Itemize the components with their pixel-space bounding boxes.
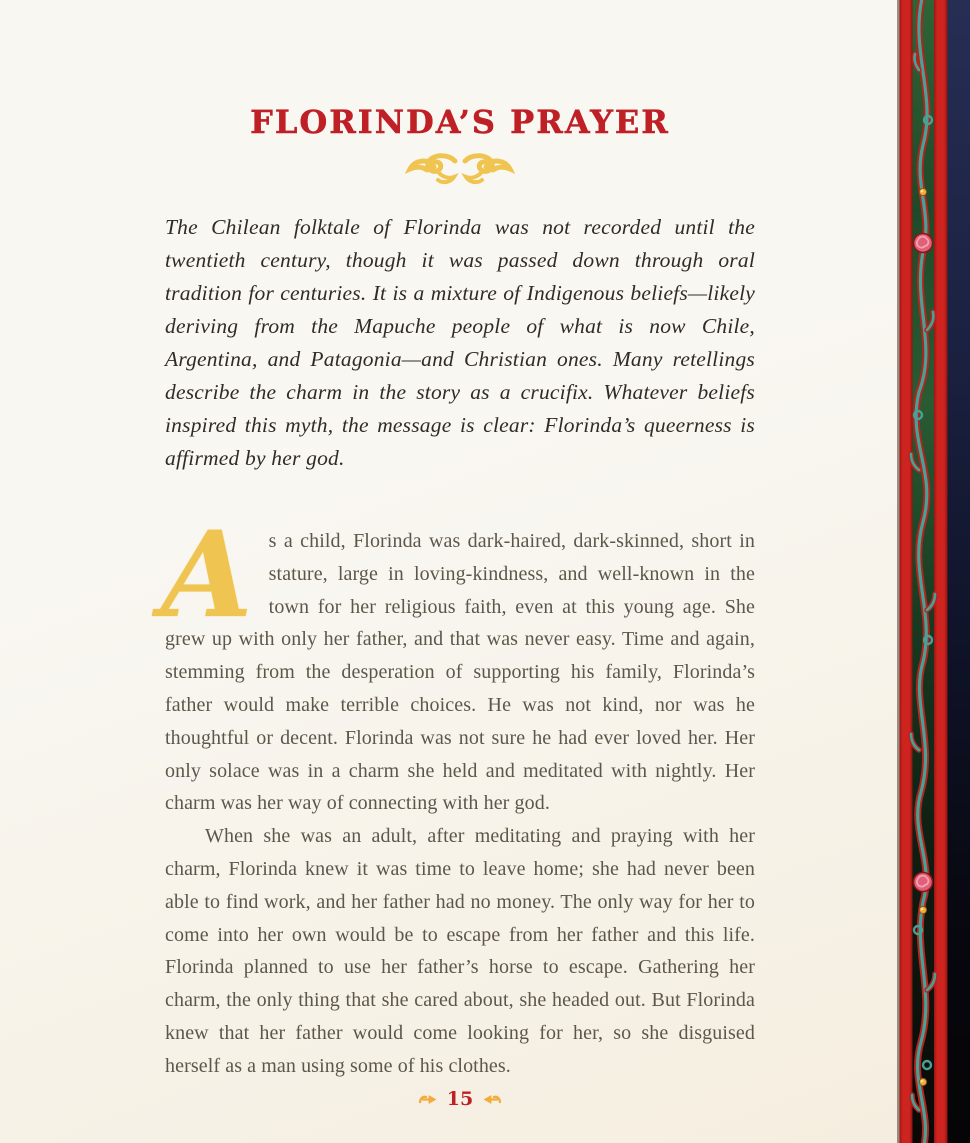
text-column bbox=[161, 0, 755, 1143]
story-body bbox=[161, 505, 755, 1083]
story-paragraph: s a child, Florinda was dark-haired, dark-skinned, short in stature, large in loving-kindness, and well-known in the town for her religious faith, even at this young age. She grew up with only her father, and that was never easy. Time and again, stemming from the desperation of supporting his family, Florinda’s father would make terrible choices. He was not kind, nor was he thoughtful or decent. Florinda was not sure he had ever loved her. Her only solace was in a charm she held and meditated with nightly. Her charm was her way of connecting with her god. bbox=[165, 530, 755, 815]
title-flourish-icon bbox=[165, 151, 755, 187]
floral-vine-border-icon bbox=[897, 0, 970, 1143]
intro-paragraph: The Chilean folktale of Florinda was not recorded until the twentieth century, though it was passed down through oral tradition for centuries. It is a mixture of Indigenous beliefs—likely deriving from the Mapuche people of what is now Chile, Argentina, and Patagonia—and Christian ones. Many retellings describe the charm in the story as a crucifix. Whatever beliefs inspired this myth, the message is clear: Florinda’s queerness is affirmed by her god. bbox=[165, 215, 755, 470]
folio-arrow-right-icon bbox=[418, 1093, 438, 1106]
drop-cap: A bbox=[161, 505, 253, 644]
folio-arrow-left-icon bbox=[482, 1093, 502, 1106]
page-number: 15 bbox=[446, 1088, 474, 1110]
page-footer bbox=[165, 1088, 755, 1110]
story-paragraph: When she was an adult, after meditating and praying with her charm, Florinda knew it was time to leave home; she had never been able to find work, and her father had no money. The only way for her to come into her own would be to escape from her father and this life. Florinda planned to use her father’s horse to escape. Gathering her charm, the only thing that she cared about, she headed out. But Florinda knew that her father would come looking for her, so she disguised herself as a man using some of his clothes. bbox=[165, 825, 755, 1077]
page-title: FLORINDA’S PRAYER bbox=[250, 103, 670, 141]
